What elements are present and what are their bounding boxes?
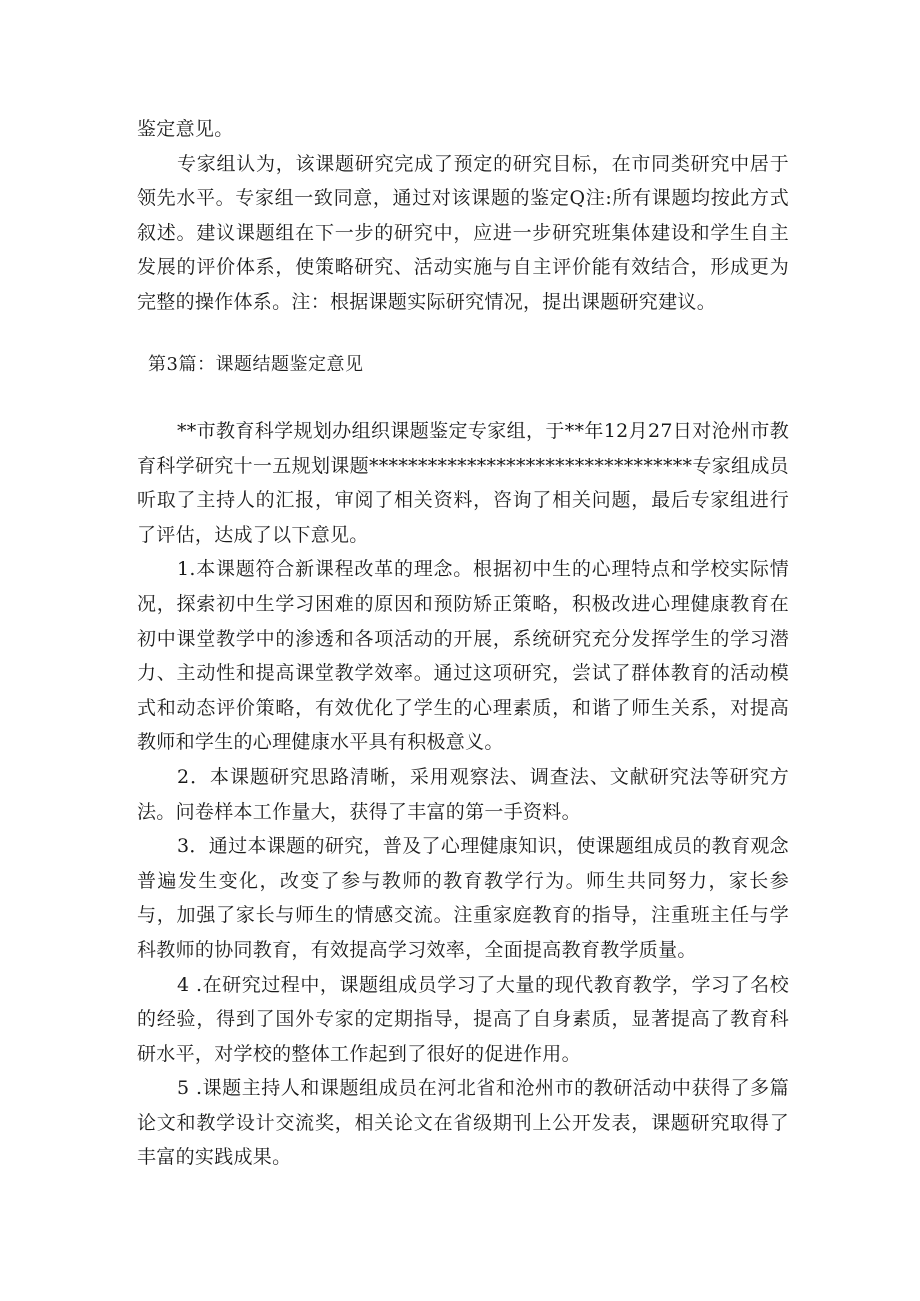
section-heading: 第3篇：课题结题鉴定意见: [148, 354, 364, 375]
intro-paragraph: **市教育科学规划办组织课题鉴定专家组，于**年12月27日对沧州市教育科学研究十一五规划课题*********************************专家组成员听取了主持人的汇报，审阅了相关资料，咨询了相关问题，最后专家组进行了评估，达成了以下意见。: [137, 420, 789, 546]
top-line: 鉴定意见。: [137, 118, 234, 140]
opinion-item-1: 1.本课题符合新课程改革的理念。根据初中生的心理特点和学校实际情况，探索初中生学习困难的原因和预防矫正策略，积极改进心理健康教育在初中课堂教学中的渗透和各项活动的开展，系统研究充分发挥学生的学习潜力、主动性和提高课堂教学效率。通过这项研究，尝试了群体教育的活动模式和动态评价策略，有效优化了学生的心理素质，和谐了师生关系，对提高教师和学生的心理健康水平具有积极意义。: [137, 558, 789, 754]
opinion-item-2: 2．本课题研究思路清晰，采用观察法、调查法、文献研究法等研究方法。问卷样本工作量大，获得了丰富的第一手资料。: [137, 765, 789, 823]
main-section: [137, 414, 789, 1175]
opinion-item-4: 4 .在研究过程中，课题组成员学习了大量的现代教育教学，学习了名校的经验，得到了国外专家的定期指导，提高了自身素质，显著提高了教育科研水平，对学校的整体工作起到了很好的促进作用。: [137, 973, 789, 1065]
opinion-item-3: 3．通过本课题的研究，普及了心理健康知识，使课题组成员的教育观念普遍发生变化，改变了参与教师的教育教学行为。师生共同努力，家长参与，加强了家长与师生的情感交流。注重家庭教育的指导，注重班主任与学科教师的协同教育，有效提高学习效率，全面提高教育教学质量。: [137, 835, 789, 961]
top-section: [137, 112, 789, 320]
expert-opinion-paragraph: 专家组认为，该课题研究完成了预定的研究目标，在市同类研究中居于领先水平。专家组一致同意，通过对该课题的鉴定Q注:所有课题均按此方式叙述。建议课题组在下一步的研究中，应进一步研究班集体建设和学生自主发展的评价体系，使策略研究、活动实施与自主评价能有效结合，形成更为完整的操作体系。注：根据课题实际研究情况，提出课题研究建议。: [137, 152, 789, 313]
opinion-item-5: 5 .课题主持人和课题组成员在河北省和沧州市的教研活动中获得了多篇论文和教学设计交流奖，相关论文在省级期刊上公开发表，课题研究取得了丰富的实践成果。: [137, 1077, 789, 1169]
